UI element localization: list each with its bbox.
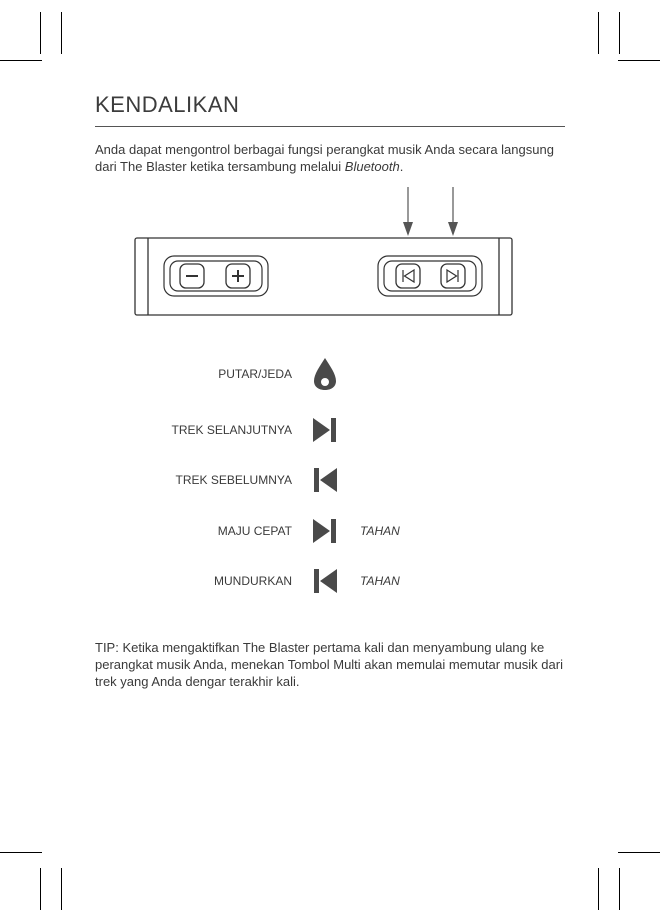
previous-track-button — [396, 264, 420, 288]
control-row — [100, 463, 520, 497]
multi-button-icon — [311, 357, 339, 391]
crop-mark — [40, 868, 41, 910]
control-row — [100, 413, 520, 447]
pointer-arrow — [403, 187, 413, 236]
minus-button — [180, 264, 204, 288]
crop-mark — [61, 868, 62, 910]
crop-mark — [598, 868, 599, 910]
hold-label: TAHAN — [360, 524, 400, 538]
control-label: PUTAR/JEDA — [218, 367, 292, 381]
control-label: TREK SEBELUMNYA — [175, 473, 292, 487]
control-label: MAJU CEPAT — [217, 524, 292, 538]
intro-end: . — [399, 159, 404, 174]
previous-track-icon — [311, 463, 339, 497]
control-row — [100, 357, 520, 391]
control-label: TREK SELANJUTNYA — [171, 423, 292, 437]
crop-mark — [0, 852, 42, 853]
control-label: MUNDURKAN — [214, 574, 292, 588]
next-track-icon — [311, 514, 339, 548]
crop-mark — [619, 868, 620, 910]
page-title: KENDALIKAN — [95, 92, 240, 117]
intro-emphasis: Bluetooth — [344, 159, 400, 174]
next-track-button — [441, 264, 465, 288]
plus-button — [226, 264, 250, 288]
minus-icon — [186, 275, 198, 277]
tip-paragraph: TIP: Ketika mengaktifkan The Blaster pertama kali dan menyambung ulang ke perangkat musik Anda, menekan Tombol Multi akan memulai memutar musik dari trek yang Anda dengar terakhir kali. — [95, 640, 563, 689]
track-button-group — [378, 256, 482, 296]
speaker-control-panel-illustration — [0, 0, 660, 340]
control-row — [100, 514, 520, 548]
hold-label: TAHAN — [360, 574, 400, 588]
control-row — [100, 564, 520, 598]
next-track-icon — [311, 413, 339, 447]
previous-track-icon — [311, 564, 339, 598]
intro-text: Anda dapat mengontrol berbagai fungsi perangkat musik Anda secara langsung dari The Blaster ketika tersambung melalui — [95, 142, 554, 174]
crop-mark — [618, 852, 660, 853]
pointer-arrow — [448, 187, 458, 236]
